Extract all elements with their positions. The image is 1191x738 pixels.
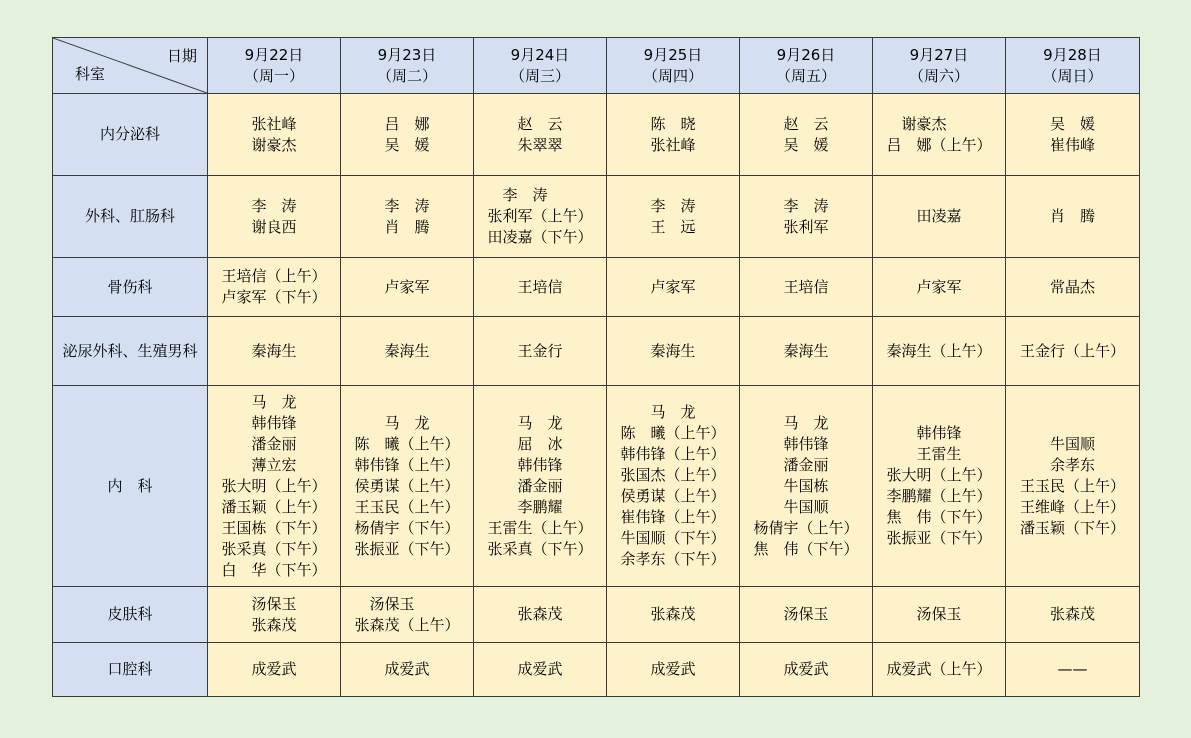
schedule-cell xyxy=(1006,386,1140,587)
doctor-name: 杨倩宇（下午） xyxy=(354,518,460,537)
doctor-name: 成爱武 xyxy=(650,660,696,678)
dept-row xyxy=(53,587,1140,643)
schedule-cell xyxy=(341,587,474,643)
doctor-name: 崔伟锋（上午） xyxy=(620,508,726,526)
doctor-list xyxy=(1050,114,1095,156)
day-weekday: （周日） xyxy=(1042,66,1103,85)
doctor-name: 王玉民（上午） xyxy=(354,497,460,516)
doctor-name: 马 龙 xyxy=(221,392,297,411)
doctor-name: —— xyxy=(1057,660,1088,678)
doctor-name: 张森茂 xyxy=(251,615,297,634)
doctor-list xyxy=(1058,659,1088,680)
schedule-cell xyxy=(474,258,607,317)
dept-name: 口腔科 xyxy=(53,643,208,697)
day-weekday: （周四） xyxy=(642,66,703,85)
day-weekday: （周五） xyxy=(775,66,836,85)
day-header-cell xyxy=(474,38,607,94)
doctor-name: 马 龙 xyxy=(753,413,829,432)
doctor-list xyxy=(650,114,695,156)
doctor-list xyxy=(1020,341,1125,362)
doctor-name: 李鹏耀（上午） xyxy=(886,487,992,505)
day-date: 9月23日 xyxy=(377,45,437,64)
doctor-name: 吕 娜（上午） xyxy=(886,135,992,154)
doctor-name: 王雷生 xyxy=(886,445,962,463)
doctor-name: 张采真（下午） xyxy=(221,539,327,558)
doctor-list xyxy=(783,114,828,156)
schedule-cell xyxy=(740,643,873,697)
day-header-cell xyxy=(1006,38,1140,94)
schedule-cell xyxy=(873,643,1006,697)
doctor-list xyxy=(650,277,695,298)
doctor-list xyxy=(886,423,991,549)
doctor-name: 王国栋（下午） xyxy=(221,518,327,537)
schedule-cell xyxy=(208,317,341,386)
doctor-name: 韩伟锋（上午） xyxy=(354,455,460,474)
day-date: 9月24日 xyxy=(510,45,570,64)
doctor-name: 吴 媛 xyxy=(783,135,829,154)
schedule-cell xyxy=(474,176,607,258)
doctor-list xyxy=(753,413,858,560)
doctor-list xyxy=(354,594,459,636)
doctor-name: 焦 伟（下午） xyxy=(753,539,859,558)
schedule-cell xyxy=(607,587,740,643)
doctor-name: 潘玉颖（上午） xyxy=(221,497,327,516)
doctor-name: 张森茂 xyxy=(650,605,696,623)
doctor-list xyxy=(221,266,326,308)
doctor-name: 牛国栋 xyxy=(753,476,829,495)
doctor-name: 谢豪杰 xyxy=(886,114,947,133)
doctor-name: 韩伟锋（上午） xyxy=(620,445,726,463)
schedule-cell xyxy=(1006,587,1140,643)
doctor-list xyxy=(384,114,429,156)
day-weekday: （周二） xyxy=(376,66,437,85)
doctor-name: 肖 腾 xyxy=(384,217,430,236)
doctor-list xyxy=(916,277,961,298)
doctor-list xyxy=(354,413,459,560)
doctor-name: 卢家军 xyxy=(384,277,430,296)
corner-header-cell xyxy=(53,38,208,94)
schedule-cell xyxy=(341,258,474,317)
doctor-list xyxy=(783,604,828,625)
corner-date-label: 日期 xyxy=(166,47,197,65)
doctor-list xyxy=(650,196,695,238)
schedule-cell xyxy=(1006,643,1140,697)
schedule-cell xyxy=(208,258,341,317)
doctor-list xyxy=(384,341,429,362)
schedule-cell xyxy=(873,176,1006,258)
schedule-cell xyxy=(873,258,1006,317)
doctor-list xyxy=(517,659,562,680)
doctor-list xyxy=(384,196,429,238)
doctor-list xyxy=(517,341,562,362)
doctor-name: 潘金丽 xyxy=(221,434,297,453)
doctor-name: 赵 云 xyxy=(783,114,829,133)
doctor-name: 陈 曦（上午） xyxy=(620,424,726,442)
dept-name: 皮肤科 xyxy=(53,587,208,643)
dept-name: 骨伤科 xyxy=(53,258,208,317)
doctor-list xyxy=(251,114,296,156)
doctor-list xyxy=(384,277,429,298)
doctor-name: 王维峰（上午） xyxy=(1019,497,1125,516)
day-date: 9月22日 xyxy=(244,45,304,64)
schedule-cell xyxy=(208,643,341,697)
doctor-list xyxy=(1050,206,1095,227)
day-date: 9月26日 xyxy=(776,45,836,64)
doctor-name: 张大明（上午） xyxy=(886,466,992,484)
doctor-name: 秦海生 xyxy=(384,341,430,360)
doctor-list xyxy=(650,604,695,625)
doctor-name: 田凌嘉（下午） xyxy=(487,228,593,246)
doctor-list xyxy=(251,341,296,362)
doctor-name: 王金行（上午） xyxy=(1019,341,1125,360)
doctor-name: 张利军（上午） xyxy=(487,207,593,225)
doctor-name: 李鹏耀 xyxy=(487,497,563,516)
doctor-name: 成爱武 xyxy=(251,660,297,678)
doctor-name: 肖 腾 xyxy=(1049,207,1095,225)
dept-row xyxy=(53,94,1140,176)
schedule-cell xyxy=(607,176,740,258)
dept-name: 泌尿外科、生殖男科 xyxy=(53,317,208,386)
doctor-list xyxy=(916,604,961,625)
doctor-name: 张森茂 xyxy=(1049,605,1095,623)
day-header-cell xyxy=(208,38,341,94)
schedule-cell xyxy=(607,386,740,587)
doctor-name: 汤保玉 xyxy=(354,594,415,613)
doctor-name: 赵 云 xyxy=(517,114,563,133)
doctor-name: 白 华（下午） xyxy=(221,560,327,579)
schedule-cell xyxy=(208,386,341,587)
doctor-list xyxy=(1050,604,1095,625)
doctor-list xyxy=(251,196,296,238)
doctor-name: 卢家军 xyxy=(650,277,696,296)
doctor-name: 秦海生 xyxy=(650,341,696,360)
schedule-cell xyxy=(607,258,740,317)
schedule-cell xyxy=(474,643,607,697)
doctor-name: 成爱武（上午） xyxy=(886,660,992,678)
doctor-name: 薄立宏 xyxy=(221,455,297,474)
schedule-cell xyxy=(607,643,740,697)
doctor-name: 成爱武 xyxy=(384,660,430,678)
schedule-cell xyxy=(1006,258,1140,317)
doctor-name: 张森茂 xyxy=(517,605,563,623)
doctor-list xyxy=(517,277,562,298)
doctor-name: 张国杰（上午） xyxy=(620,466,726,484)
doctor-list xyxy=(650,659,695,680)
doctor-name: 秦海生 xyxy=(783,341,829,360)
doctor-name: 屈 冰 xyxy=(487,434,563,453)
doctor-list xyxy=(783,659,828,680)
schedule-cell xyxy=(208,94,341,176)
doctor-list xyxy=(886,341,991,362)
doctor-name: 张社峰 xyxy=(251,114,297,133)
schedule-cell xyxy=(607,317,740,386)
schedule-cell xyxy=(740,317,873,386)
day-weekday: （周六） xyxy=(908,66,969,85)
doctor-list xyxy=(517,114,562,156)
doctor-name: 侯勇谋（上午） xyxy=(354,476,460,495)
doctor-name: 马 龙 xyxy=(620,403,696,421)
doctor-list xyxy=(620,402,725,570)
doctor-name: 田凌嘉 xyxy=(916,207,962,225)
schedule-cell xyxy=(341,94,474,176)
doctor-name: 秦海生 xyxy=(251,341,297,360)
day-header-cell xyxy=(341,38,474,94)
doctor-name: 侯勇谋（上午） xyxy=(620,487,726,505)
doctor-name: 卢家军 xyxy=(916,277,962,296)
doctor-name: 王培信 xyxy=(783,277,829,296)
doctor-name: 潘金丽 xyxy=(487,476,563,495)
doctor-list xyxy=(783,196,828,238)
dept-row xyxy=(53,317,1140,386)
doctor-name: 谢良西 xyxy=(251,217,297,236)
doctor-name: 张大明（上午） xyxy=(221,476,327,495)
doctor-list xyxy=(650,341,695,362)
doctor-name: 王培信 xyxy=(517,277,563,296)
doctor-name: 韩伟锋 xyxy=(221,413,297,432)
doctor-name: 王 远 xyxy=(650,217,696,236)
doctor-name: 汤保玉 xyxy=(251,594,297,613)
dept-row xyxy=(53,386,1140,587)
doctor-name: 成爱武 xyxy=(517,660,563,678)
doctor-name: 牛国顺 xyxy=(753,497,829,516)
day-header-cell xyxy=(740,38,873,94)
doctor-name: 李 涛 xyxy=(251,196,297,215)
doctor-name: 汤保玉 xyxy=(783,605,829,623)
doctor-name: 牛国顺 xyxy=(1019,434,1095,453)
doctor-name: 张森茂（上午） xyxy=(354,615,460,634)
doctor-name: 崔伟峰 xyxy=(1049,135,1095,154)
doctor-name: 成爱武 xyxy=(783,660,829,678)
day-date: 9月28日 xyxy=(1043,45,1102,64)
doctor-name: 吕 娜 xyxy=(384,114,430,133)
doctor-name: 王金行 xyxy=(517,341,563,360)
schedule-cell xyxy=(873,386,1006,587)
dept-row xyxy=(53,643,1140,697)
doctor-name: 李 涛 xyxy=(487,186,548,204)
doctor-name: 汤保玉 xyxy=(916,605,962,623)
schedule-cell xyxy=(341,643,474,697)
day-date: 9月27日 xyxy=(909,45,969,64)
doctor-name: 王培信（上午） xyxy=(221,267,327,285)
dept-name: 外科、肛肠科 xyxy=(53,176,208,258)
doctor-name: 王雷生（上午） xyxy=(487,518,593,537)
doctor-list xyxy=(251,594,296,636)
doctor-name: 余孝东 xyxy=(1019,455,1095,474)
schedule-cell xyxy=(1006,176,1140,258)
doctor-list xyxy=(384,659,429,680)
day-weekday: （周三） xyxy=(509,66,570,85)
doctor-list xyxy=(251,659,296,680)
doctor-name: 朱翠翠 xyxy=(517,135,563,154)
doctor-name: 张利军 xyxy=(783,217,829,236)
schedule-cell xyxy=(341,317,474,386)
dept-name: 内分泌科 xyxy=(53,94,208,176)
schedule-cell xyxy=(873,587,1006,643)
schedule-cell xyxy=(474,317,607,386)
corner-dept-label: 科室 xyxy=(75,65,106,83)
doctor-name: 马 龙 xyxy=(354,413,430,432)
day-header-cell xyxy=(873,38,1006,94)
doctor-list xyxy=(783,277,828,298)
doctor-name: 陈 晓 xyxy=(650,114,696,133)
schedule-cell xyxy=(474,386,607,587)
schedule-cell xyxy=(607,94,740,176)
doctor-name: 牛国顺（下午） xyxy=(620,529,726,547)
doctor-list xyxy=(916,206,961,227)
doctor-name: 李 涛 xyxy=(384,196,430,215)
schedule-cell xyxy=(740,386,873,587)
doctor-name: 吴 媛 xyxy=(1049,114,1095,133)
doctor-name: 韩伟锋 xyxy=(487,455,563,474)
day-header-cell xyxy=(607,38,740,94)
doctor-name: 杨倩宇（上午） xyxy=(753,518,859,537)
schedule-cell xyxy=(740,587,873,643)
doctor-name: 韩伟锋 xyxy=(886,424,962,442)
doctor-list xyxy=(1020,434,1125,539)
schedule-cell xyxy=(341,176,474,258)
doctor-list xyxy=(487,185,592,248)
doctor-name: 吴 媛 xyxy=(384,135,430,154)
doctor-list xyxy=(783,341,828,362)
schedule-cell xyxy=(208,587,341,643)
schedule-cell xyxy=(208,176,341,258)
doctor-name: 李 涛 xyxy=(650,196,696,215)
schedule-cell xyxy=(1006,317,1140,386)
doctor-name: 潘玉颖（下午） xyxy=(1019,518,1125,537)
schedule-cell xyxy=(740,176,873,258)
doctor-name: 余孝东（下午） xyxy=(620,550,726,568)
doctor-name: 谢豪杰 xyxy=(251,135,297,154)
doctor-name: 潘金丽 xyxy=(753,455,829,474)
doctor-name: 李 涛 xyxy=(783,196,829,215)
day-weekday: （周一） xyxy=(243,66,304,85)
doctor-name: 张采真（下午） xyxy=(487,539,593,558)
doctor-name: 韩伟锋 xyxy=(753,434,829,453)
doctor-name: 王玉民（上午） xyxy=(1019,476,1125,495)
schedule-cell xyxy=(474,587,607,643)
doctor-name: 张社峰 xyxy=(650,135,696,154)
doctor-name: 张振亚（下午） xyxy=(354,539,460,558)
doctor-name: 卢家军（下午） xyxy=(221,288,327,306)
doctor-name: 马 龙 xyxy=(487,413,563,432)
duty-schedule-table xyxy=(52,37,1140,697)
schedule-cell xyxy=(873,94,1006,176)
header-row xyxy=(53,38,1140,94)
doctor-list xyxy=(886,114,991,156)
schedule-cell xyxy=(1006,94,1140,176)
doctor-name: 陈 曦（上午） xyxy=(354,434,460,453)
schedule-cell xyxy=(740,94,873,176)
doctor-name: 焦 伟（下午） xyxy=(886,508,992,526)
schedule-cell xyxy=(341,386,474,587)
schedule-cell xyxy=(873,317,1006,386)
dept-row xyxy=(53,176,1140,258)
doctor-name: 秦海生（上午） xyxy=(886,341,992,360)
day-date: 9月25日 xyxy=(643,45,703,64)
dept-row xyxy=(53,258,1140,317)
schedule-cell xyxy=(474,94,607,176)
doctor-name: 常晶杰 xyxy=(1049,277,1095,296)
doctor-list xyxy=(886,659,991,680)
dept-name: 内 科 xyxy=(53,386,208,587)
schedule-cell xyxy=(740,258,873,317)
doctor-name: 张振亚（下午） xyxy=(886,529,992,547)
doctor-list xyxy=(1050,277,1095,298)
doctor-list xyxy=(221,392,326,581)
doctor-list xyxy=(487,413,592,560)
doctor-list xyxy=(517,604,562,625)
